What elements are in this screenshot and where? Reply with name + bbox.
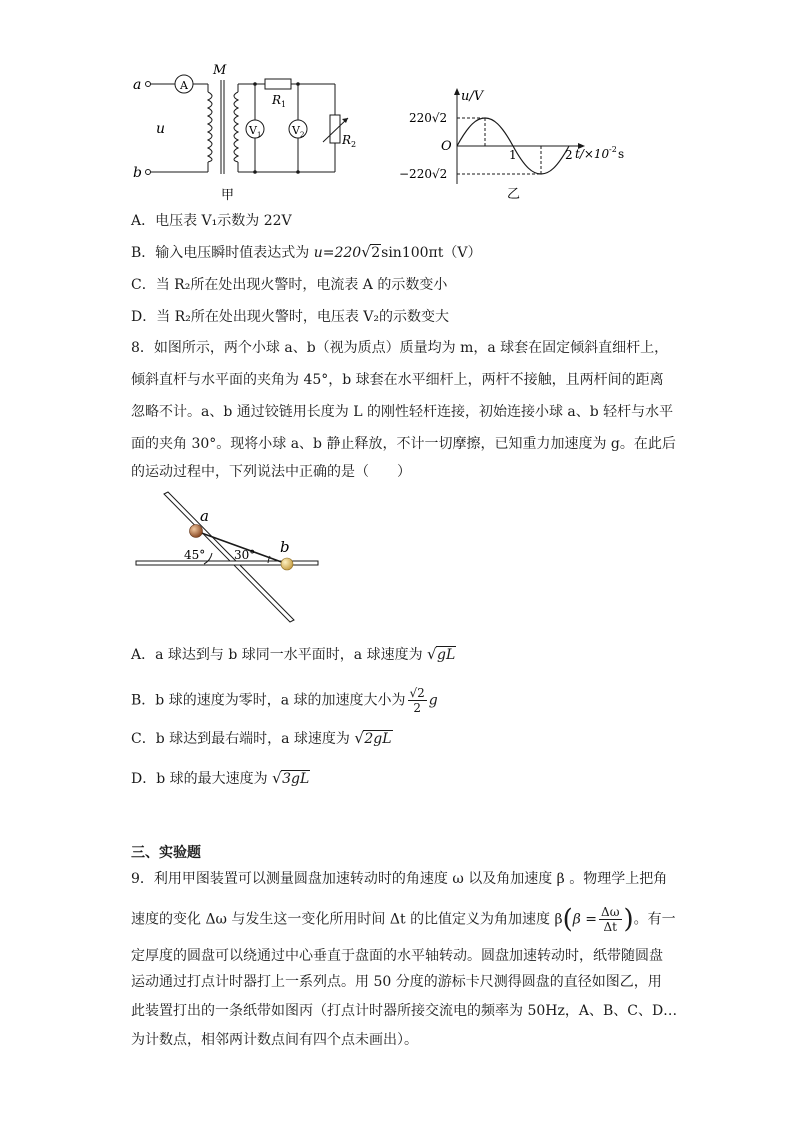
- primary-coil: [208, 92, 212, 162]
- q8-line-2: 倾斜直杆与水平面的夹角为 45°，b 球套在水平细杆上，两杆不接触，且两杆间的距离: [131, 372, 664, 388]
- v1-label: V: [249, 124, 257, 137]
- q9-line-2: 速度的变化 Δω 与发生这一变化所用时间 Δt 的比值定义为角加速度 β(β = $\frac{\Delta\omega}{\Delta t}$ )。有一: [131, 904, 676, 935]
- terminal-b: [146, 170, 151, 175]
- terminal-a: [146, 82, 151, 87]
- section-3-heading: 三、实验题: [131, 845, 201, 861]
- caption-yi: 乙: [507, 187, 521, 202]
- q7-option-c: C．当 R₂所在处出现火警时，电流表 A 的示数变小: [131, 277, 448, 293]
- figure-yi-waveform: [395, 84, 635, 204]
- q8-option-c-sqrt: √ 2gL: [354, 729, 392, 749]
- secondary-coil: [234, 92, 238, 162]
- angle-30-label: 30°: [234, 548, 256, 562]
- q7-option-b: [131, 243, 481, 263]
- q8-line-3: 忽略不计。a、b 通过铰链用长度为 L 的刚性轻杆连接，初始连接小球 a、b 轻杆与水平: [131, 404, 674, 420]
- q7-option-d: D．当 R₂所在处出现火警时，电压表 V₂的示数变大: [131, 309, 449, 325]
- origin-label: O: [441, 139, 452, 154]
- v2-label: V: [292, 124, 300, 137]
- ball-b-label: b: [280, 538, 290, 556]
- label-m: M: [213, 63, 227, 78]
- q8-option-a: A．a 球达到与 b 球同一水平面时，a 球速度为 √ gL: [131, 645, 456, 665]
- x-axis-unit: s: [618, 147, 625, 161]
- x-axis-exponent: -2: [609, 145, 617, 154]
- label-b: b: [133, 165, 142, 181]
- q7-option-b-prefix: B．输入电压瞬时值表达式为: [131, 245, 314, 261]
- r1-label: R: [272, 93, 282, 107]
- resistor-r2: [330, 115, 340, 143]
- q8-option-b: B．b 球的速度为零时，a 球的加速度大小为 $\frac{√2}{2}$ g: [131, 686, 438, 715]
- q9-line-6: 为计数点，相邻两计数点间有四个点未画出）。: [131, 1032, 418, 1048]
- label-a: a: [133, 77, 142, 93]
- tick-1: 1: [509, 148, 517, 162]
- angle-45-label: 45°: [184, 548, 206, 562]
- q9-line-3: 定厚度的圆盘可以绕通过中心垂直于盘面的水平轴转动。圆盘加速转动时，纸带随圆盘: [131, 948, 663, 964]
- peak-top-label: 220√2: [409, 111, 448, 125]
- q7-option-b-expr-post: sin100πt（V）: [381, 245, 482, 261]
- r2-label: R: [342, 133, 352, 147]
- q8-line-1: 8．如图所示，两个小球 a、b（视为质点）质量均为 m，a 球套在固定倾斜直细杆上，: [131, 340, 669, 356]
- q8-option-c: C．b 球达到最右端时，a 球速度为 √ 2gL: [131, 729, 393, 749]
- q7-option-a: A．电压表 V₁示数为 22V: [131, 213, 292, 229]
- v1-sub: 1: [257, 131, 262, 139]
- peak-bottom-label: −220√2: [399, 167, 448, 181]
- q8-option-b-fraction: $\frac{√2}{2}$: [409, 686, 425, 715]
- q7-option-b-sqrt: √ 2: [361, 243, 381, 263]
- v2-sub: 2: [300, 131, 305, 139]
- ammeter-label: A: [180, 79, 188, 92]
- caption-jia: 甲: [221, 188, 235, 202]
- q9-beta-definition: β = $\frac{\Delta\omega}{\Delta t}$: [572, 905, 620, 934]
- q8-option-d: D．b 球的最大速度为 √ 3gL: [131, 769, 310, 789]
- q8-option-d-sqrt: √ 3gL: [272, 769, 310, 789]
- ball-b: [281, 558, 293, 570]
- resistor-r1: [265, 79, 291, 89]
- x-axis-label: t/×10: [575, 147, 610, 161]
- r2-sub: 2: [351, 140, 357, 149]
- ball-a: [190, 525, 203, 538]
- figure-jia-circuit: [128, 62, 368, 202]
- q9-line-4: 运动通过打点计时器打上一系列点。用 50 分度的游标卡尺测得圆盘的直径如图乙，用: [131, 974, 662, 990]
- r1-sub: 1: [281, 100, 287, 109]
- y-axis-label: u/V: [461, 89, 484, 104]
- tick-2: 2: [565, 148, 573, 162]
- q8-line-4: 面的夹角 30°。现将小球 a、b 静止释放，不计一切摩擦，已知重力加速度为 g。在此后: [131, 436, 676, 452]
- ball-a-label: a: [200, 507, 209, 525]
- q8-line-5: 的运动过程中，下列说法中正确的是（ ）: [131, 464, 411, 480]
- q7-option-b-expr: u=220: [313, 245, 362, 261]
- label-u: u: [156, 121, 166, 137]
- q8-rods-figure: [130, 490, 330, 630]
- q9-line-1: 9．利用甲图装置可以测量圆盘加速转动时的角速度 ω 以及角加速度 β 。物理学上把角: [131, 871, 668, 887]
- q8-option-a-sqrt: √ gL: [427, 645, 456, 665]
- q9-line-5: 此装置打出的一条纸带如图丙（打点计时器所接交流电的频率为 50Hz，A、B、C、D…: [131, 1003, 678, 1019]
